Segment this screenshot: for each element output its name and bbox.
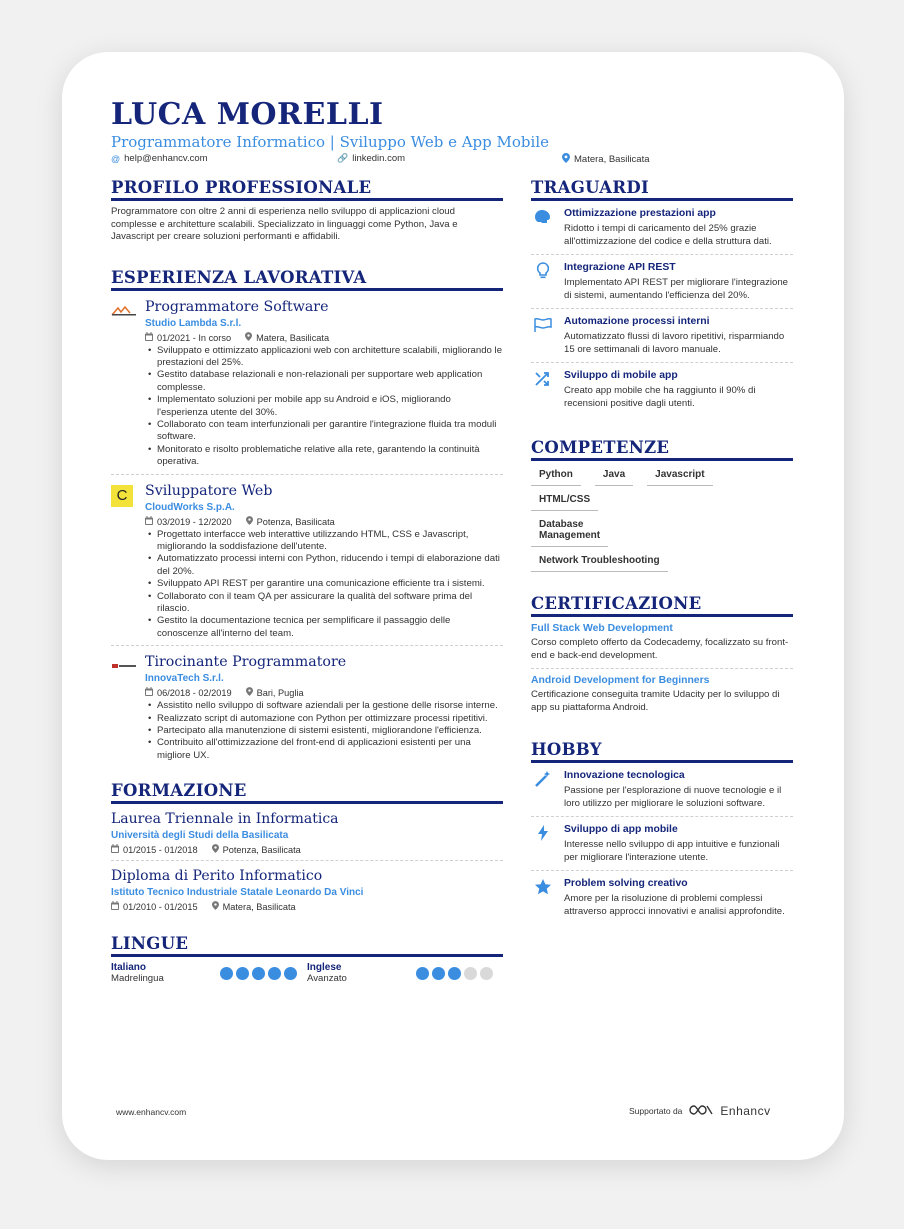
calendar-icon [111, 846, 119, 855]
company-logo [111, 301, 137, 321]
rating-dot [448, 967, 461, 980]
location-pin-icon [246, 689, 253, 698]
job-title: Tirocinante Programmatore [145, 654, 347, 671]
bullet-list [145, 529, 503, 641]
section-title-languages: LINGUE [111, 934, 503, 957]
footer-website[interactable]: www.enhancv.com [116, 1107, 187, 1117]
divider [111, 645, 503, 646]
certification-description: Certificazione conseguita tramite Udacity per lo sviluppo di app su piattaforma Android. [531, 689, 780, 713]
footer-powered-by[interactable] [629, 1104, 771, 1118]
rating-dot [268, 967, 281, 980]
location-pin-icon [562, 153, 570, 165]
email-text: help@enhancv.com [124, 153, 208, 164]
company-logo: C [111, 485, 133, 507]
language-text [307, 962, 347, 984]
at-icon: @ [111, 153, 121, 164]
lightning-icon [533, 823, 553, 843]
headline: Programmatore Informatico | Sviluppo Web e App Mobile [111, 133, 549, 151]
contact-location [562, 153, 650, 165]
section-title-experience: ESPERIENZA LAVORATIVA [111, 268, 503, 291]
date-text: 01/2015 - 01/2018 [123, 845, 198, 856]
bullet-item: • Monitorato e risolto problematiche relative alla rete, garantendo la continuità operativa. [145, 444, 503, 469]
item-description: Passione per l'esplorazione di nuove tecnologie e il loro utilizzo per migliorare le soluzioni software. [564, 785, 782, 809]
rating-dot [284, 967, 297, 980]
location-pin-icon [246, 518, 253, 527]
rating-dot [480, 967, 493, 980]
date-text: 03/2019 - 12/2020 [157, 516, 232, 527]
certifications-list [531, 617, 793, 720]
divider [111, 860, 503, 861]
bullet-list [145, 700, 503, 762]
item-description: Interesse nello sviluppo di app intuitive e funzionali per migliorare l'interazione utente. [564, 839, 780, 863]
footer-brand: Enhancv [720, 1104, 771, 1118]
location-text: Matera, Basilicata [222, 902, 296, 913]
bullet-item: • Automatizzato processi interni con Python, riducendo i tempi di elaborazione dati del 20%. [145, 553, 503, 578]
bullet-item: • Assistito nello sviluppo di software aziendali per la gestione delle risorse interne. [145, 700, 503, 712]
location [246, 687, 304, 698]
item-description: Ridotto i tempi di caricamento del 25% grazie all'ottimizzazione del codice e della struttura dati. [564, 223, 772, 247]
rating-dot [220, 967, 233, 980]
achievement-item [531, 255, 793, 309]
job-entry [111, 483, 503, 641]
calendar-icon [145, 518, 153, 527]
language-text [111, 962, 164, 984]
language-level: Madrelingua [111, 973, 164, 985]
location-pin-icon [212, 903, 219, 912]
flag-icon [533, 315, 553, 335]
profile-text: Programmatore con oltre 2 anni di esperienza nello sviluppo di applicazioni cloud complesse e architetture scalabili. Specializzato in linguaggi come Python, Java e Javascript per creare soluzioni performanti e affidabili. [111, 206, 458, 242]
certification-title[interactable]: Full Stack Web Development [531, 623, 673, 634]
item-title: Problem solving creativo [564, 878, 688, 889]
brain-icon [533, 207, 553, 227]
language-entry [307, 962, 503, 984]
language-level: Avanzato [307, 973, 347, 985]
location-text: Matera, Basilicata [574, 153, 650, 165]
degree-title: Diploma di Perito Informatico [111, 868, 323, 885]
skill-tag: Database Management [531, 519, 608, 547]
calendar-icon [145, 689, 153, 698]
achievements-list [531, 201, 793, 416]
company-name[interactable]: InnovaTech S.r.l. [145, 673, 224, 685]
rating-dot [416, 967, 429, 980]
certification-item [531, 669, 793, 720]
skill-tag: Python [531, 469, 581, 486]
location-pin-icon [245, 334, 252, 343]
bullet-item: • Sviluppato e ottimizzato applicazioni web con architetture scalabili, migliorando le prestazioni del 25%. [145, 345, 503, 370]
meta-row [111, 901, 503, 912]
date-range [145, 332, 231, 343]
section-title-skills: COMPETENZE [531, 438, 793, 461]
language-name: Inglese [307, 962, 342, 974]
date-range [111, 844, 198, 855]
bullet-item: • Gestito la documentazione tecnica per semplificare il passaggio delle conoscenze all'interno del team. [145, 615, 503, 640]
job-title: Programmatore Software [145, 298, 329, 315]
bullet-item: • Progettato interfacce web interattive utilizzando HTML, CSS e Javascript, migliorando la soddisfazione dell'utente. [145, 529, 503, 554]
hobby-list [531, 763, 793, 924]
location-pin-icon [212, 846, 219, 855]
achievement-item [531, 363, 793, 416]
location [212, 844, 301, 855]
meta-row [111, 844, 503, 855]
item-description: Automatizzato flussi di lavoro ripetitivi, risparmiando 15 ore settimanali di lavoro manuale. [564, 331, 785, 355]
company-logo [111, 656, 137, 676]
experience-list [111, 299, 503, 763]
language-entry [111, 962, 307, 984]
section-title-achievements: TRAGUARDI [531, 178, 793, 201]
linkedin-text: linkedin.com [352, 153, 406, 164]
bullet-item: • Sviluppato API REST per garantire una comunicazione efficiente tra i sistemi. [145, 578, 503, 590]
bullet-item: • Partecipato alla manutenzione di sistemi esistenti, migliorandone l'efficienza. [145, 725, 503, 737]
language-rating [416, 967, 493, 980]
calendar-icon [111, 903, 119, 912]
hobby-item [531, 817, 793, 871]
date-text: 01/2010 - 01/2015 [123, 902, 198, 913]
date-text: 06/2018 - 02/2019 [157, 688, 232, 699]
hobby-item [531, 763, 793, 817]
education-entry [111, 811, 503, 855]
item-title: Innovazione tecnologica [564, 770, 685, 781]
rating-dot [236, 967, 249, 980]
bullet-item: • Contribuito all'ottimizzazione del front-end di applicazioni esistenti per una migliore UX. [145, 737, 503, 762]
item-title: Ottimizzazione prestazioni app [564, 208, 716, 219]
skill-tag: Javascript [647, 469, 712, 486]
degree-title: Laurea Triennale in Informatica [111, 811, 339, 828]
language-name: Italiano [111, 962, 147, 974]
date-text: 01/2021 - In corso [157, 332, 232, 343]
company-name[interactable]: CloudWorks S.p.A. [145, 501, 235, 513]
certification-title[interactable]: Android Development for Beginners [531, 675, 710, 686]
rating-dot [464, 967, 477, 980]
item-title: Automazione processi interni [564, 316, 710, 327]
bullet-item: • Implementato soluzioni per mobile app su Android e iOS, migliorando l'esperienza utente del 30%. [145, 394, 503, 419]
education-entry [111, 868, 503, 912]
item-description: Implementato API REST per migliorare l'integrazione di sistemi, aumentando l'efficienza del 20%. [564, 277, 789, 301]
languages-list [111, 962, 503, 984]
education-list [111, 811, 503, 912]
bullet-item: • Realizzato script di automazione con Python per ottimizzare processi ripetitivi. [145, 713, 503, 725]
meta-row [145, 332, 503, 343]
left-column [111, 178, 503, 984]
location [212, 901, 296, 912]
achievement-item [531, 309, 793, 363]
enhancv-logo-icon [688, 1104, 714, 1118]
meta-row [145, 687, 503, 698]
lightbulb-icon [533, 261, 553, 281]
item-title: Sviluppo di app mobile [564, 824, 678, 835]
certification-description: Corso completo offerto da Codecademy, focalizzato su front-end e back-end development. [531, 637, 789, 661]
bullet-list [145, 345, 503, 469]
date-range [145, 687, 232, 698]
calendar-icon [145, 334, 153, 343]
location [246, 516, 335, 527]
bullet-item: • Collaborato con team interfunzionali per garantire l'integrazione fluida tra moduli software. [145, 419, 503, 444]
item-title: Sviluppo di mobile app [564, 370, 678, 381]
item-title: Integrazione API REST [564, 262, 676, 273]
company-name[interactable]: Studio Lambda S.r.l. [145, 317, 242, 329]
contact-email[interactable] [111, 153, 208, 164]
location-text: Potenza, Basilicata [256, 516, 335, 527]
job-entry [111, 654, 503, 762]
skills-list [531, 469, 793, 572]
section-title-education: FORMAZIONE [111, 781, 503, 804]
meta-row [145, 516, 503, 527]
location-text: Bari, Puglia [256, 688, 304, 699]
section-title-certifications: CERTIFICAZIONE [531, 594, 793, 617]
shuffle-icon [533, 369, 553, 389]
date-range [145, 516, 232, 527]
item-description: Creato app mobile che ha raggiunto il 90% di recensioni positive dagli utenti. [564, 385, 756, 409]
school-name: Università degli Studi della Basilicata [111, 830, 289, 842]
rating-dot [432, 967, 445, 980]
right-column [531, 178, 793, 924]
star-icon [533, 877, 553, 897]
job-title: Sviluppatore Web [145, 482, 273, 499]
item-description: Amore per la risoluzione di problemi complessi attraverso approcci innovativi e analisi approfondite. [564, 893, 785, 917]
skill-tag: HTML/CSS [531, 494, 598, 511]
section-title-profile: PROFILO PROFESSIONALE [111, 178, 503, 201]
bullet-item: • Collaborato con il team QA per assicurare la qualità del software prima del rilascio. [145, 591, 503, 616]
school-name: Istituto Tecnico Industriale Statale Leonardo Da Vinci [111, 887, 364, 899]
date-range [111, 901, 198, 912]
skill-tag: Network Troubleshooting [531, 555, 668, 572]
location [245, 332, 329, 343]
skill-tag: Java [595, 469, 633, 486]
divider [111, 474, 503, 475]
contact-linkedin[interactable] [337, 153, 405, 164]
location-text: Matera, Basilicata [256, 332, 330, 343]
certification-item [531, 617, 793, 669]
achievement-item [531, 201, 793, 255]
powered-by-text: Supportato da [629, 1106, 683, 1116]
language-rating [220, 967, 297, 980]
hobby-item [531, 871, 793, 924]
section-title-hobby: HOBBY [531, 740, 793, 763]
bullet-item: • Gestito database relazionali e non-relazionali per supportare web application complesse. [145, 369, 503, 394]
magic-wand-icon [533, 769, 553, 789]
location-text: Potenza, Basilicata [222, 845, 301, 856]
job-entry [111, 299, 503, 469]
candidate-name: LUCA MORELLI [111, 97, 384, 132]
rating-dot [252, 967, 265, 980]
link-icon: 🔗 [337, 153, 349, 163]
